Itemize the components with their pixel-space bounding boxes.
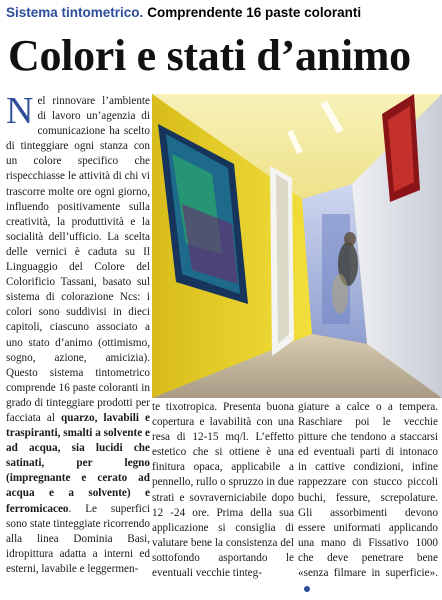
column-text: el rinnovare l’ambiente di lavoro un’agenzia di comunicazione ha scelto di tinteggiare ogni stanza con un colore specifico che rispecchiasse le attività di chi vi trascorre molte ore ogni giorno, influendo positivamente sulla creatività, la produttività e la socialità dell’ufficio. La scelta delle vernici è caduta su Il Linguaggio del Colore del Colorificio Tassani, basato sul sistema di colorazione Ncs: i colori sono suddivisi in dieci capitoli, ciascuno associato a uno stato d’animo (ottimismo, sogno, azione, amicizia). Questo sistema tintometrico comprende 16 paste coloranti in grado di tinteggiare prodotti per facciata al [6, 95, 150, 424]
highlighted-text: quarzo, lavabili e traspiranti, smalti a solvente e ad acqua, sia lucidi che satinati, per legno (impregnante e cerato ad acqua e a solvente) e ferromicaceo [6, 411, 150, 515]
article-title: Colori e stati d’animo [8, 31, 411, 80]
article-column-left [6, 94, 150, 600]
header-subtitle: Comprendente 16 paste coloranti [147, 5, 362, 20]
article-column-right [298, 400, 438, 600]
end-of-article-mark [304, 586, 310, 592]
article-photo [152, 94, 442, 398]
article-column-middle [152, 400, 294, 600]
section-header [0, 0, 442, 26]
column-text: te tixotropica. Presenta buona copertura e lavabilità con una resa di 12-15 mq/l. L’effetto estetico che si ottiene è una finitura opaca, applicabile a pennello, rullo o spruzzo in due strati e sovraverniciabile dopo 12 -24 ore. Prima della sua applicazione si consiglia di valutare bene la consistenza del sottofondo asportando le eventuali vecchie tinteg- [152, 401, 294, 580]
header-kicker: Sistema tintometrico. [6, 5, 144, 20]
column-text: . Le superfici sono state tinteggiate ricorrendo alla linea Dominia Basi, idropittura adatta a interni ed esterni, lavabile e leggermen- [6, 502, 150, 575]
drop-cap: N [6, 94, 34, 132]
column-text: giature a calce o a tempera. Raschiare poi le vecchie pitture che tendono a staccarsi ed eventuali parti di intonaco in cattive condizioni, infine rappezzare con stucco piccoli buchi, fessure, screpolature. Gli assorbimenti devono essere uniformati applicando una mano di Fissativo 1000 che deve penetrare bene «senza filmare in superficie». [298, 401, 438, 580]
